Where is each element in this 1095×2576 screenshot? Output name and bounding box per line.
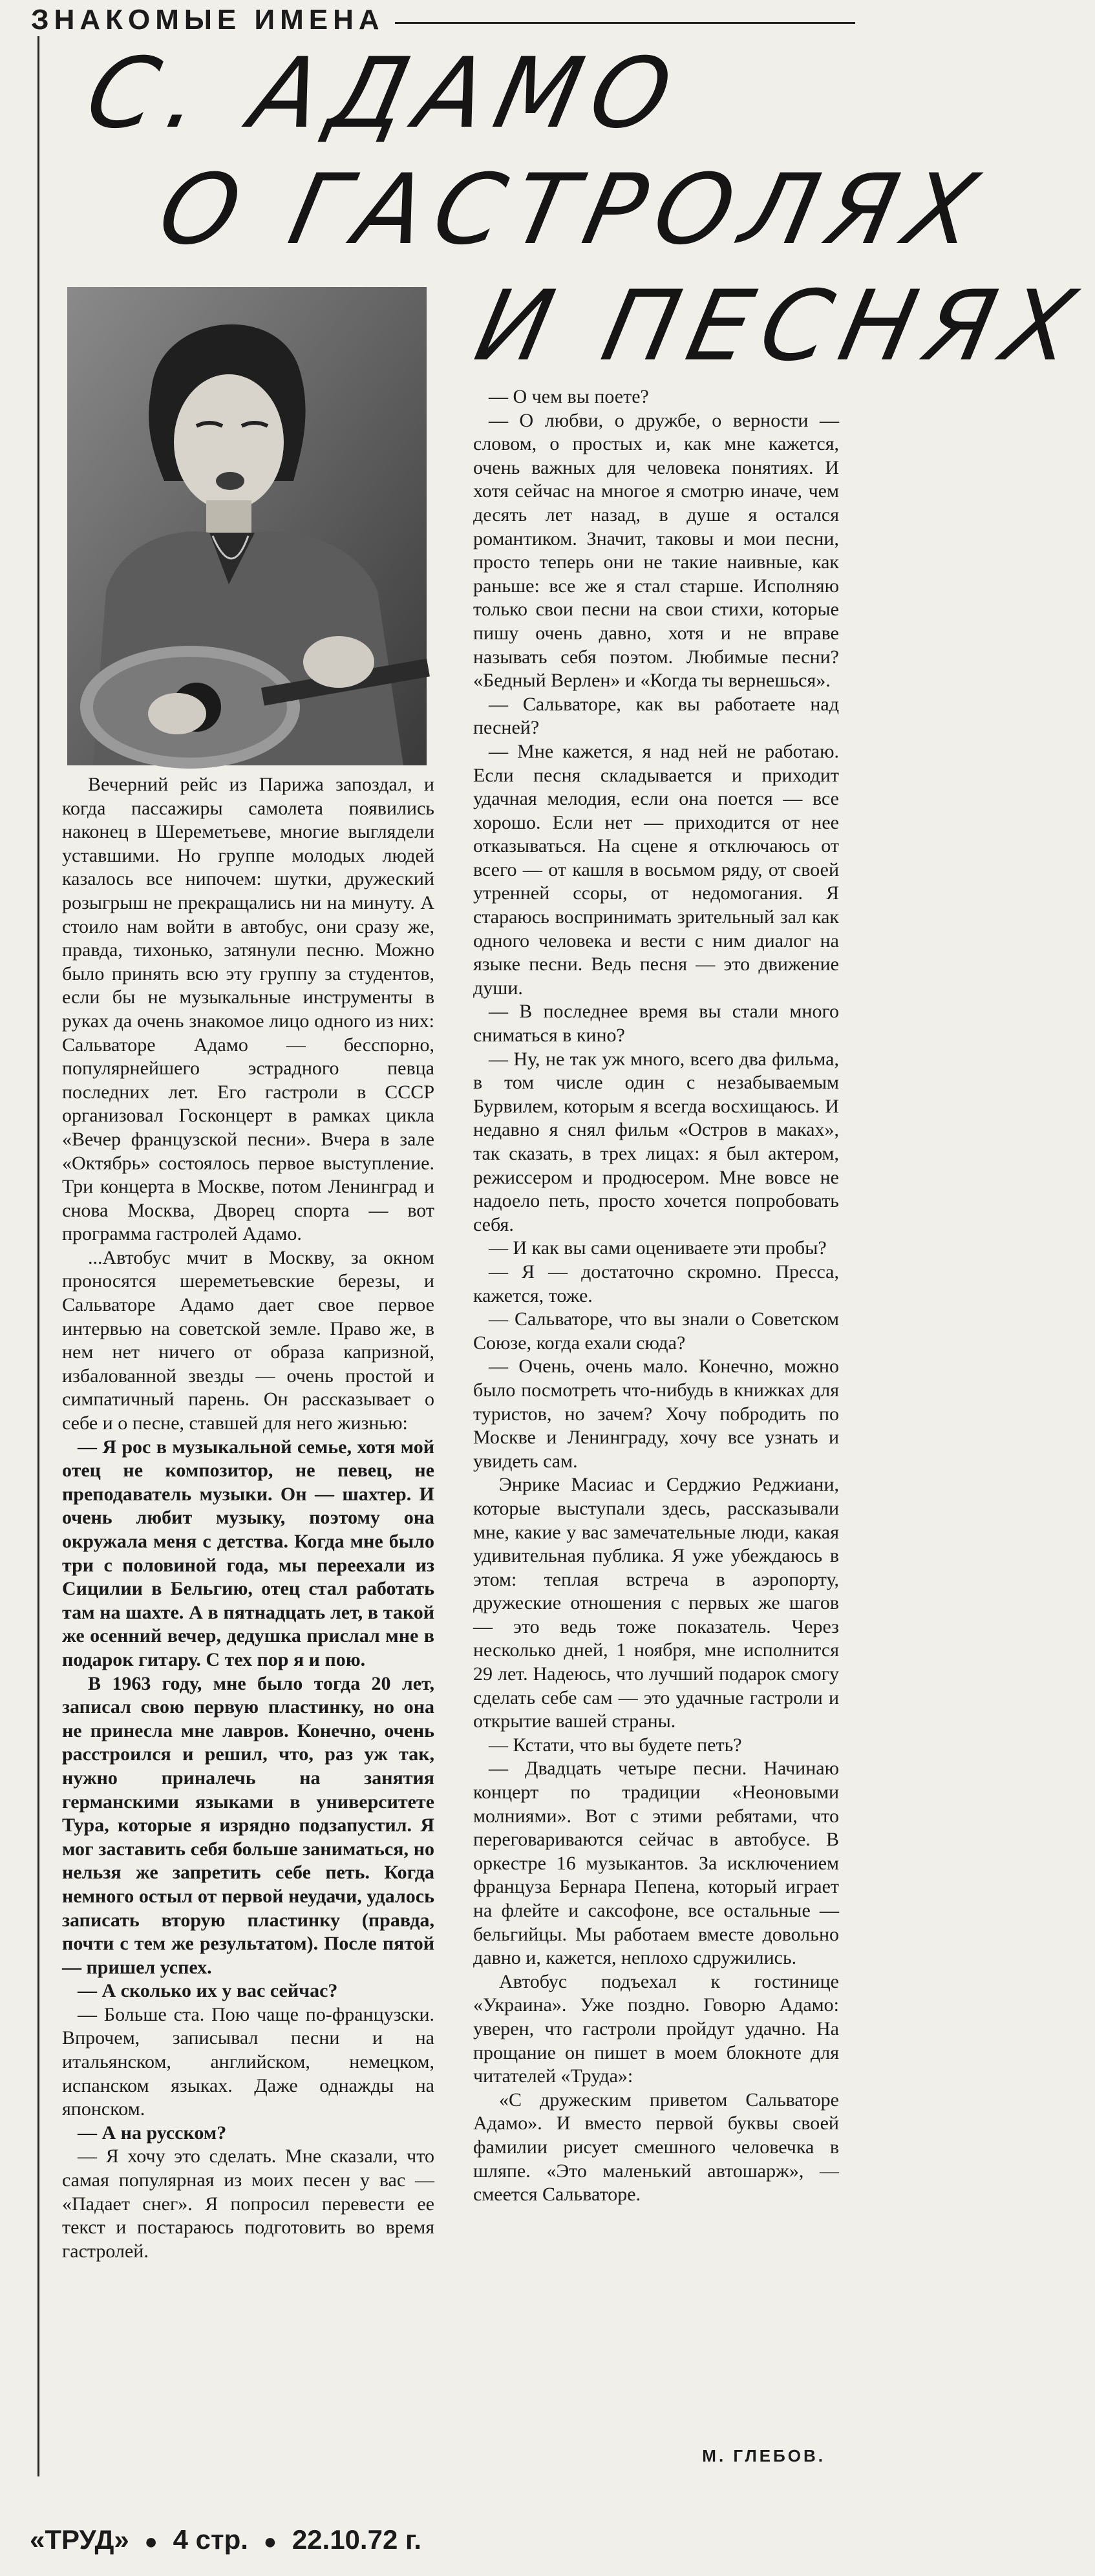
portrait-with-guitar-icon	[67, 287, 427, 765]
article-column-2	[473, 385, 839, 2207]
question: — И как вы сами оцениваете эти пробы?	[489, 1237, 827, 1259]
article-column-1	[62, 773, 434, 2263]
paragraph-bold: — Я рос в музыкальной семье, хотя мой отец не композитор, не певец, не преподаватель музыки. Он — шахтер. И очень любит музыку, поэтому она окружала меня с детства. Когда мне было три с половиной года, мы переехали из Сицилии в Бельгию, отец стал работать там на шахте. А в пятнадцать лет, в такой же осенний вечер, дедушка прислал мне в подарок гитару. С тех пор я и пою.	[62, 1436, 434, 1670]
question: — А сколько их у вас сейчас?	[78, 1980, 338, 2002]
question: — А на русском?	[78, 2122, 227, 2144]
headline-line-2: О ГАСТРОЛЯХ	[149, 154, 998, 266]
answer: — Очень, очень мало. Конечно, можно было посмотреть что-нибудь в книжках для туристов, но зачем? Хочу побродить по Москве и Ленинграду, хочу все узнать и увидеть сам.	[473, 1356, 839, 1472]
paragraph: Энрике Масиас и Серджио Реджиани, которые выступали здесь, рассказывали мне, какие у вас замечательные люди, какая удивительная публика. Я уже убеждаюсь в этом: теплая встреча в аэропорту, дружеские отношения с первых же шагов — это ведь тоже показатель. Через несколько дней, 1 ноября, мне исполнится 29 лет. Надеюсь, что лучший подарок смогу сделать себе сам — это удачные гастроли и открытие вашей страны.	[473, 1474, 839, 1732]
paragraph-intro: Вечерний рейс из Парижа запоздал, и когда пассажиры самолета появились наконец в Шереметьеве, многие выглядели уставшими. Но группе молодых людей казалось все нипочем: шутки, дружеский розыгрыш не прекращались ни на минуту. А стоило нам войти в автобус, они сразу же, правда, тихонько, затянули песню. Можно было принять всю эту группу за студентов, если бы не музыкальные инструменты в руках да очень знакомое лицо одного из них: Сальваторе Адамо — бесспорно, популярнейшего эстрадного певца последних лет. Его гастроли в СССР организовал Госконцерт в рамках цикла «Вечер французской песни». Вчера в зале «Октябрь» состоялось первое выступление. Три концерта в Москве, потом Ленинград и снова Москва, Дворец спорта — вот программа гастролей Адамо.	[62, 774, 434, 1245]
issue-date: 22.10.72 г.	[292, 2524, 421, 2555]
paragraph: «С дружеским приветом Сальваторе Адамо». И вместо первой буквы своей фамилии рисует смешного человечка в шляпе. «Это маленький автошарж», — смеется Сальваторе.	[473, 2089, 839, 2206]
answer: — Ну, не так уж много, всего два фильма, в том числе один с незабываемым Бурвилем, которым я всегда восхищаюсь. И недавно я снял фильм «Остров в маках», так сказать, в трех лицах: я был актером, режиссером и продюсером. Мне вовсе не надоело петь, просто хочется попробовать себя.	[473, 1048, 839, 1235]
paragraph-bold: В 1963 году, мне было тогда 20 лет, записал свою первую пластинку, но она не принесла мне лавров. Конечно, очень расстроился и решил, что, раз уж так, нужно приналечь на занятия германскими языками в университете Тура, которые я изрядно подзапустил. Я мог заставить себя больше заниматься, но нельзя же запретить себе петь. Когда немного остыл от первой неудачи, удалось записать вторую пластинку (правда, почти с тем же результатом). После пятой — пришел успех.	[62, 1672, 434, 1978]
black-dot-icon: ●	[263, 2529, 277, 2554]
question: — Сальваторе, что вы знали о Советском Союзе, когда ехали сюда?	[473, 1308, 839, 1354]
answer: — Я — достаточно скромно. Пресса, кажется, тоже.	[473, 1261, 839, 1306]
black-dot-icon: ●	[144, 2529, 158, 2554]
headline-line-1: С. АДАМО	[77, 37, 692, 150]
author-byline: М. ГЛЕБОВ.	[702, 2446, 825, 2465]
portrait-photo	[67, 287, 427, 765]
newspaper-footer	[30, 2524, 421, 2555]
paragraph: ...Автобус мчит в Москву, за окном проносятся шереметьевские березы, и Сальваторе Адамо дает свое первое интервью на советской земле. Право же, в нем нет ничего от образа капризной, избалованной звезды — очень простой и симпатичный парень. Он рассказывает о себе и о песне, ставшей для него жизнью:	[62, 1246, 434, 1434]
question: — Сальваторе, как вы работаете над песней?	[473, 693, 839, 739]
rubric-label: ЗНАКОМЫЕ ИМЕНА	[31, 4, 395, 36]
answer: — Мне кажется, я над ней не работаю. Если песня складывается и приходит удачная мелодия, если она поется — все хорошо. Если нет — приходится от нее отказываться. На сцене я отключаюсь от всего — от кашля в восьмом ряду, от своей утренней ссоры, от недомогания. Я стараюсь воспринимать зрительный зал как одного человека и вести с ним диалог на языке песни. Ведь песня — это движение души.	[473, 740, 839, 999]
newspaper-name: «ТРУД»	[30, 2524, 129, 2555]
answer: — О любви, о дружбе, о верности — словом, о простых и, как мне кажется, очень важных для человека понятиях. И хотя сейчас на многое я смотрю иначе, чем десять лет назад, в душе я остался романтиком. Значит, таковы и мои песни, просто теперь они не такие наивные, как раньше: все же я стал старше. Исполняю только свои песни на свои стихи, которые пишу очень давно, хотя и не вправе называть себя поэтом. Любимые песни? «Бедный Верлен» и «Когда ты вернешься».	[473, 409, 839, 692]
answer: — Больше ста. Пою чаще по-французски. Впрочем, записывал песни и на итальянском, английском, немецком, испанском языках. Даже однажды на японском.	[62, 2003, 434, 2120]
headline-line-3: И ПЕСНЯХ	[466, 270, 1095, 383]
question: — Кстати, что вы будете петь?	[489, 1734, 742, 1756]
question: — В последнее время вы стали много сниматься в кино?	[473, 1001, 839, 1047]
page-number: 4 стр.	[173, 2524, 248, 2555]
question: — О чем вы поете?	[489, 386, 649, 407]
paragraph: Автобус подъехал к гостинице «Украина». Уже поздно. Говорю Адамо: уверен, что гастроли пройдут удачно. На прощание он пишет в моем блокноте для читателей «Труда»:	[473, 1970, 839, 2087]
answer: — Двадцать четыре песни. Начинаю концерт по традиции «Неоновыми молниями». Вот с этими ребятами, что переговариваются сейчас в автобусе. В оркестре 16 музыкантов. За исключением француза Бернара Пепена, который играет на флейте и саксофоне, все остальные — бельгийцы. Мы работаем вместе довольно давно и, кажется, неплохо сдружились.	[473, 1758, 839, 1969]
answer: — Я хочу это сделать. Мне сказали, что самая популярная из моих песен у вас — «Падает снег». Я попросил перевести ее текст и постараюсь подготовить во время гастролей.	[62, 2145, 434, 2262]
